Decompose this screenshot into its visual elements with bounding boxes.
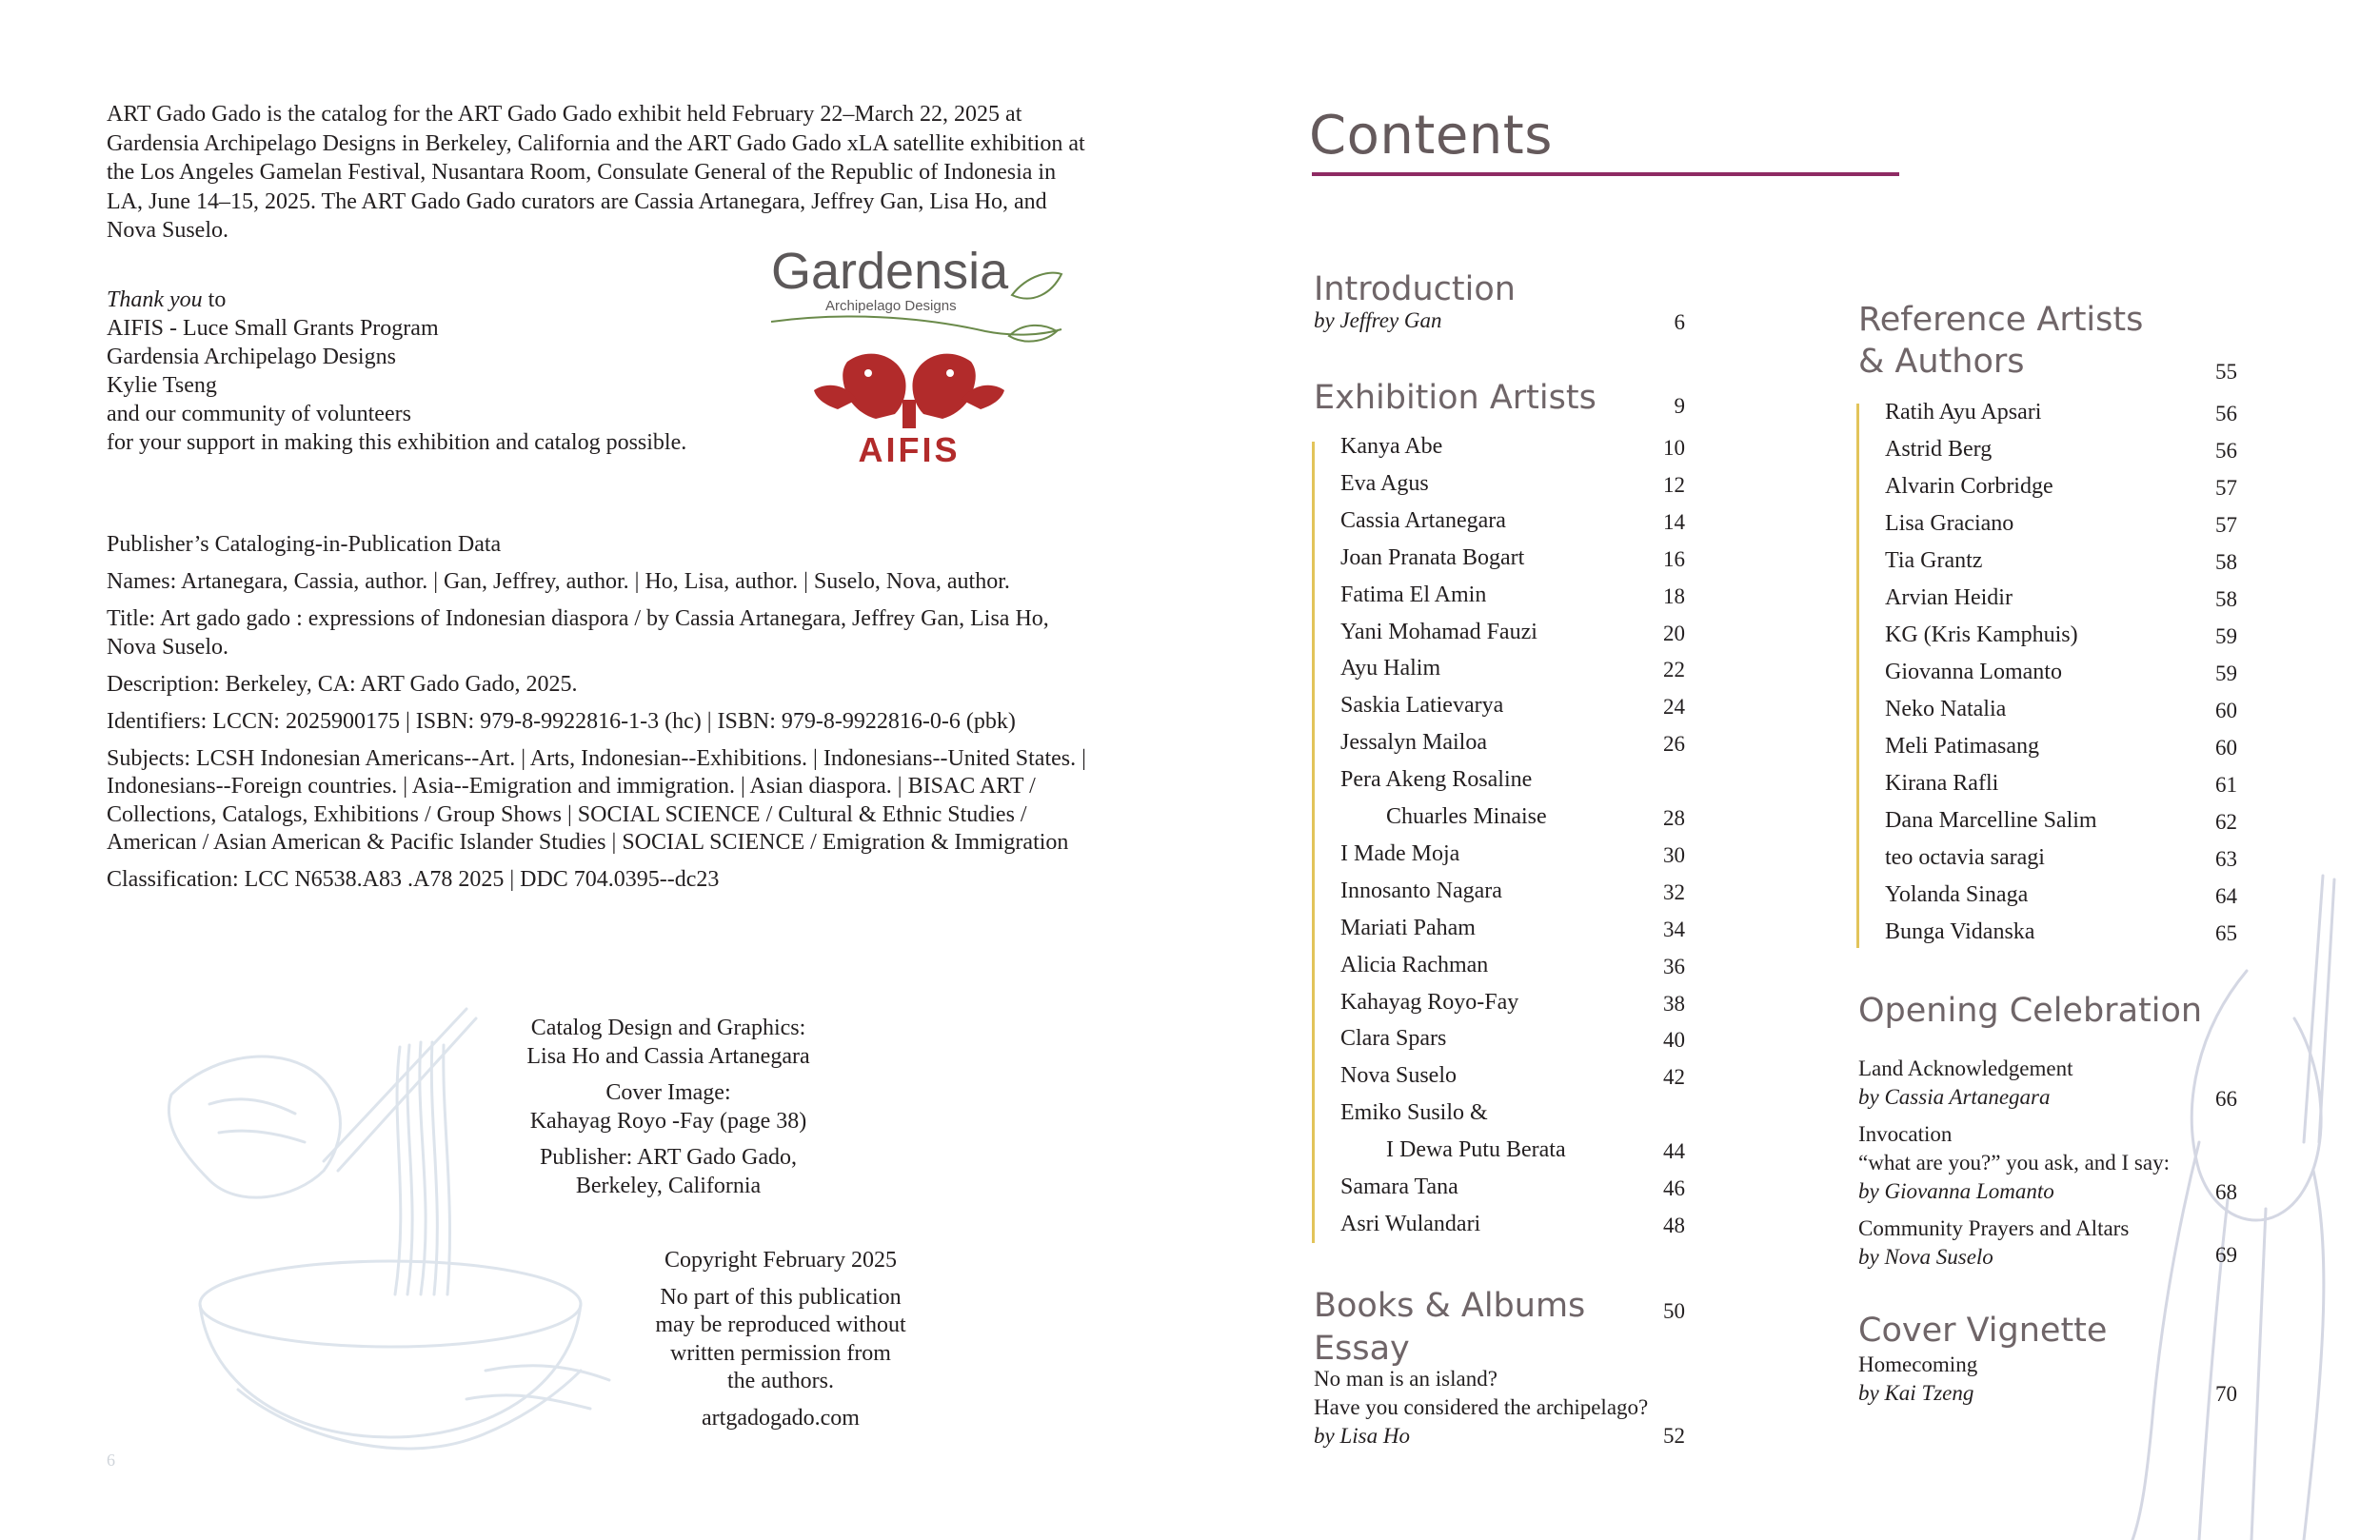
toc-entry-page: 40 <box>1663 1028 1685 1053</box>
toc-page-number: 66 <box>2215 1087 2237 1111</box>
toc-entry-name[interactable]: Joan Pranata Bogart <box>1340 544 1525 570</box>
toc-byline: by Jeffrey Gan <box>1314 308 1442 332</box>
thanks-line: Gardensia Archipelago Designs <box>107 345 396 369</box>
toc-entry-name[interactable]: Neko Natalia <box>1885 697 2007 721</box>
toc-entry-page: 46 <box>1663 1176 1685 1200</box>
toc-entry-name[interactable]: Saskia Latievarya <box>1340 693 1504 719</box>
toc-entry-page: 18 <box>1663 583 1685 608</box>
toc-entry-page: 30 <box>1663 842 1685 867</box>
aifis-logo-name: AIFIS <box>858 430 961 466</box>
copyright-line: Copyright February 2025 <box>664 1248 897 1273</box>
thank-you-rest: to <box>202 287 227 312</box>
toc-heading-exhibition-artists[interactable]: Exhibition Artists <box>1314 379 1597 417</box>
toc-entry-name[interactable]: Eva Agus <box>1340 470 1429 496</box>
cip-names: Names: Artanegara, Cassia, author. | Gan, Jeffrey, author. | Ho, Lisa, author. | Suselo, Nova, author. <box>107 569 1010 594</box>
community-prayers-title[interactable]: Community Prayers and Altars <box>1858 1216 2130 1240</box>
toc-entry-page: 32 <box>1663 879 1685 904</box>
cover-image-label: Cover Image: <box>605 1080 731 1105</box>
cataloging-in-publication-data <box>107 531 1097 903</box>
gardensia-logo-name: Gardensia <box>771 243 1009 300</box>
toc-entry-page: 64 <box>2215 884 2237 908</box>
design-label: Catalog Design and Graphics: <box>530 1016 806 1040</box>
toc-entry-name[interactable]: Pera Akeng Rosaline <box>1340 767 1533 793</box>
toc-entry-name[interactable]: Kahayag Royo-Fay <box>1340 989 1519 1015</box>
toc-entry-name[interactable]: Innosanto Nagara <box>1340 878 1502 903</box>
toc-heading-opening-celebration[interactable]: Opening Celebration <box>1858 992 2203 1030</box>
toc-entry-page: 60 <box>2215 699 2237 722</box>
thanks-line: and our community of volunteers <box>107 402 411 426</box>
cover-vignette-title: Homecoming <box>1858 1352 1978 1376</box>
cip-description: Description: Berkeley, CA: ART Gado Gado, 2025. <box>107 671 578 697</box>
toc-byline: by Giovanna Lomanto <box>1858 1179 2054 1203</box>
toc-entry-name[interactable]: Lisa Graciano <box>1885 511 2014 536</box>
thank-you-italic: Thank you <box>107 287 203 312</box>
intro-paragraph: ART Gado Gado is the catalog for the ART Gado Gado exhibit held February 22–March 22, 2025 at Gardensia Archipelago Designs in Berkeley, California and the ART Gado Gado xLA satellite exhibition at the Los Angeles Gamelan Festival, Nusantara Room, Consulate General of the Republic of Indonesia in LA, June 14–15, 2025. The ART Gado Gado curators are Cassia Artanegara, Jeffrey Gan, Lisa Ho, and Nova Suselo. <box>107 102 1085 243</box>
toc-entry-name[interactable]: Ayu Halim <box>1340 656 1441 681</box>
toc-entry-name[interactable]: Jessalyn Mailoa <box>1340 730 1487 756</box>
toc-heading-reference-artists[interactable]: Reference Artists <box>1858 301 2144 339</box>
toc-entry-page: 59 <box>2215 624 2237 648</box>
toc-entry-page: 65 <box>2215 921 2237 945</box>
copyright-notice-line: written permission from <box>670 1340 891 1366</box>
cover-vignette-entry <box>1858 1351 1977 1408</box>
toc-page-number: 69 <box>2215 1243 2237 1267</box>
toc-entry-page: 58 <box>2215 550 2237 574</box>
toc-entry-name[interactable]: I Made Moja <box>1340 840 1460 866</box>
toc-byline: by Cassia Artanegara <box>1858 1085 2051 1109</box>
toc-entry-name[interactable]: Mariati Paham <box>1340 915 1476 940</box>
toc-entry-name[interactable]: Fatima El Amin <box>1340 582 1487 607</box>
toc-entry-page: 34 <box>1663 917 1685 941</box>
cip-title: Title: Art gado gado : expressions of Indonesian diaspora / by Cassia Artanegara, Jeffrey Gan, Lisa Ho, Nova Suselo. <box>107 606 1049 660</box>
toc-entry-name[interactable]: Asri Wulandari <box>1340 1211 1481 1236</box>
toc-byline: by Lisa Ho <box>1314 1424 1410 1448</box>
toc-page-number: 68 <box>2215 1180 2237 1204</box>
toc-entry-name[interactable]: Clara Spars <box>1340 1026 1447 1052</box>
toc-entry-name[interactable]: Yani Mohamad Fauzi <box>1340 619 1537 644</box>
toc-entry-page: 56 <box>2215 439 2237 463</box>
toc-byline: by Kai Tzeng <box>1858 1381 1974 1405</box>
invocation-subtitle: “what are you?” you ask, and I say: <box>1858 1151 2170 1175</box>
toc-entry-name[interactable]: Astrid Berg <box>1885 437 1993 462</box>
toc-entry-name[interactable]: teo octavia saragi <box>1885 845 2045 870</box>
toc-entry-page: 44 <box>1663 1139 1685 1164</box>
toc-entry-page: 16 <box>1663 546 1685 571</box>
toc-entry-page: 58 <box>2215 587 2237 611</box>
toc-page-number: 9 <box>1674 394 1685 418</box>
toc-entry-name[interactable]: Emiko Susilo & <box>1340 1100 1488 1126</box>
toc-entry-name[interactable]: Chuarles Minaise <box>1386 804 1547 829</box>
toc-entry-name[interactable]: Nova Suselo <box>1340 1063 1457 1089</box>
toc-entry-page: 57 <box>2215 513 2237 537</box>
page-number: 6 <box>107 1451 115 1470</box>
thanks-line: for your support in making this exhibition and catalog possible. <box>107 430 687 455</box>
publisher-label: Publisher: ART Gado Gado, <box>539 1145 798 1170</box>
essay-title-line: No man is an island? <box>1314 1367 1497 1391</box>
title-underline <box>1312 172 1899 176</box>
toc-entry-name[interactable]: Bunga Vidanska <box>1885 919 2035 944</box>
toc-heading-introduction[interactable]: Introduction <box>1314 270 1516 308</box>
opening-entries <box>1858 1055 2170 1272</box>
toc-entry-page: 24 <box>1663 695 1685 720</box>
gardensia-logo-sub: Archipelago Designs <box>825 298 957 314</box>
toc-byline: by Nova Suselo <box>1858 1245 1993 1269</box>
copyright-notice-line: No part of this publication <box>660 1284 902 1310</box>
toc-entry-page: 60 <box>2215 736 2237 760</box>
toc-entry-name[interactable]: I Dewa Putu Berata <box>1386 1137 1566 1163</box>
copyright-notice-line: the authors. <box>727 1369 834 1393</box>
toc-entry-name[interactable]: KG (Kris Kamphuis) <box>1885 622 2078 647</box>
toc-entry-name[interactable]: Dana Marcelline Salim <box>1885 808 2097 833</box>
cip-classification: Classification: LCC N6538.A83 .A78 2025 | DDC 704.0395--dc23 <box>107 867 720 892</box>
copyright-block <box>609 1247 952 1432</box>
toc-entry-page: 22 <box>1663 658 1685 682</box>
toc-page-number: 6 <box>1674 310 1685 334</box>
toc-entry-page: 59 <box>2215 661 2237 685</box>
essay-entry <box>1314 1365 1648 1451</box>
acknowledgements <box>107 286 686 457</box>
toc-entry-page: 61 <box>2215 773 2237 797</box>
toc-entry-page: 48 <box>1663 1213 1685 1237</box>
toc-entry-name[interactable]: Alvarin Corbridge <box>1885 474 2053 499</box>
toc-page-number: 52 <box>1663 1424 1685 1448</box>
toc-entry-page: 62 <box>2215 810 2237 834</box>
copyright-notice-line: may be reproduced without <box>655 1313 906 1337</box>
contents-title: Contents <box>1309 105 1553 167</box>
toc-heading-books-albums[interactable]: Books & Albums <box>1314 1287 1586 1325</box>
cip-subjects: Subjects: LCSH Indonesian Americans--Art. | Arts, Indonesian--Exhibitions. | Indonesians--United States. | Indonesians--Foreign countries. | Asia--Emigration and immigration. | Asian diaspora. | BISAC ART / Collections, Catalogs, Exhibitions / Group Shows | SOCIAL SCIENCE / Cultural & Ethnic Studies / American / Asian American & Pacific Islander Studies | SOCIAL SCIENCE / Emigration & Immigration <box>107 745 1086 855</box>
toc-entry-page: 26 <box>1663 732 1685 757</box>
toc-heading-cover-vignette[interactable]: Cover Vignette <box>1858 1312 2108 1350</box>
publisher-place: Berkeley, California <box>575 1173 762 1198</box>
toc-heading-reference-authors: & Authors <box>1858 343 2025 381</box>
toc-entry-name[interactable]: Ratih Ayu Apsari <box>1885 400 2042 424</box>
thanks-line: Kylie Tseng <box>107 373 217 398</box>
toc-entry-name[interactable]: Yolanda Sinaga <box>1885 882 2029 907</box>
toc-entry-page: 14 <box>1663 509 1685 534</box>
toc-entry-name[interactable]: Cassia Artanegara <box>1340 507 1506 533</box>
toc-entry-page: 38 <box>1663 991 1685 1016</box>
toc-entry-page: 42 <box>1663 1065 1685 1090</box>
toc-page-number: 70 <box>2215 1382 2237 1406</box>
land-acknowledgement-title[interactable]: Land Acknowledgement <box>1858 1056 2073 1080</box>
toc-entry-name[interactable]: Kirana Rafli <box>1885 771 1999 796</box>
section-accent-bar <box>1312 442 1315 1243</box>
toc-entry-name[interactable]: Arvian Heidir <box>1885 585 2013 610</box>
toc-entry-page: 12 <box>1663 472 1685 497</box>
toc-entry-page: 57 <box>2215 476 2237 500</box>
toc-page-number: 55 <box>2215 360 2237 384</box>
toc-entry-page: 10 <box>1663 436 1685 460</box>
thank-you-line <box>107 286 686 314</box>
aifis-logo <box>809 343 1009 466</box>
toc-entry-name[interactable]: Kanya Abe <box>1340 434 1443 459</box>
toc-entry-page: 36 <box>1663 954 1685 978</box>
thanks-line: AIFIS - Luce Small Grants Program <box>107 316 439 341</box>
toc-entry-name[interactable]: Alicia Rachman <box>1340 952 1489 977</box>
toc-entry-page: 28 <box>1663 806 1685 830</box>
cover-image-value: Kahayag Royo -Fay (page 38) <box>529 1108 807 1134</box>
design-names: Lisa Ho and Cassia Artanegara <box>526 1043 810 1069</box>
toc-heading-essay[interactable]: Essay <box>1314 1330 1410 1368</box>
toc-entry-name[interactable]: Tia Grantz <box>1885 548 1983 573</box>
toc-entry-page: 63 <box>2215 847 2237 871</box>
gardensia-logo <box>766 236 1071 350</box>
design-credits <box>526 1015 811 1209</box>
cip-heading: Publisher’s Cataloging-in-Publication Data <box>107 532 502 557</box>
toc-page-number: 50 <box>1663 1299 1685 1323</box>
essay-title-line: Have you considered the archipelago? <box>1314 1395 1649 1419</box>
toc-entry-page: 20 <box>1663 621 1685 645</box>
toc-entry-name[interactable]: Samara Tana <box>1340 1175 1458 1199</box>
toc-entry-name[interactable]: Meli Patimasang <box>1885 734 2039 759</box>
toc-entry-page: 56 <box>2215 402 2237 425</box>
cip-identifiers: Identifiers: LCCN: 2025900175 | ISBN: 979-8-9922816-1-3 (hc) | ISBN: 979-8-9922816-0-6 (pbk) <box>107 708 1016 734</box>
website-link[interactable]: artgadogado.com <box>702 1405 860 1431</box>
invocation-title[interactable]: Invocation <box>1858 1122 1953 1146</box>
section-accent-bar <box>1856 404 1859 948</box>
toc-entry-name[interactable]: Giovanna Lomanto <box>1885 660 2062 684</box>
